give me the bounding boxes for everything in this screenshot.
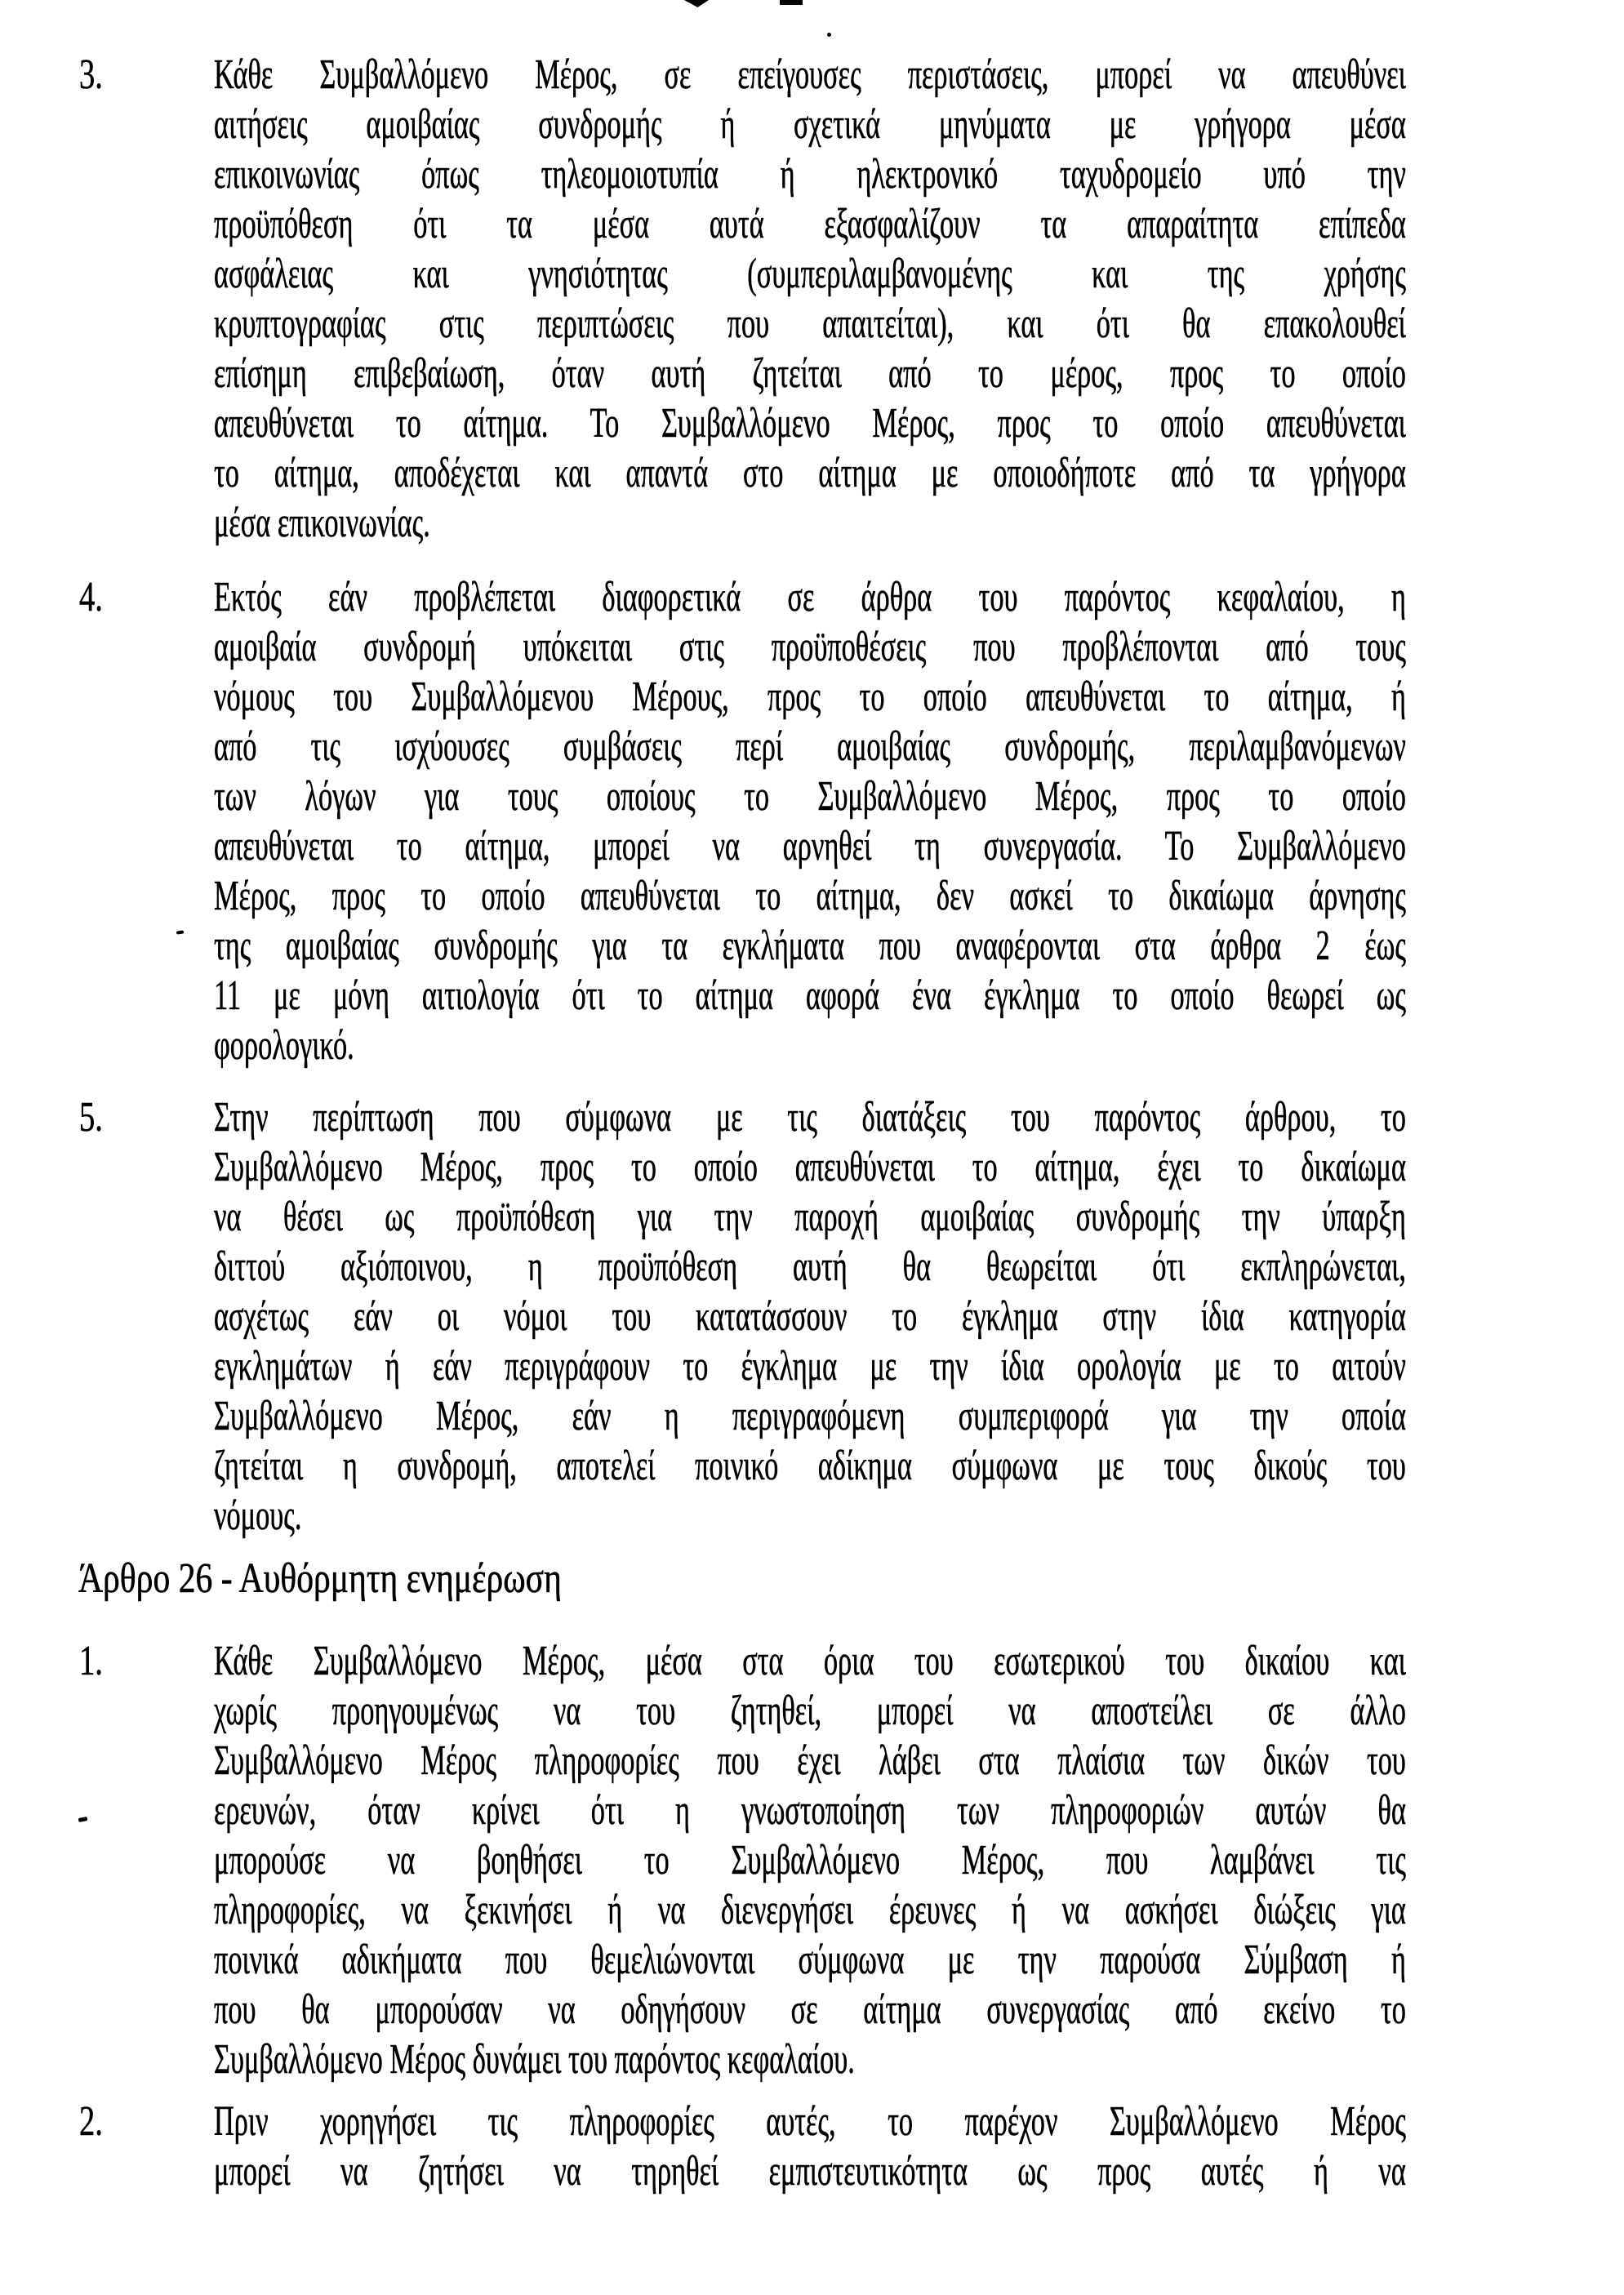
text-line: το αίτημα, αποδέχεται και απαντά στο αίτημα με οποιοδήποτε από τα γρήγορα [214, 450, 1406, 496]
paragraph-number: 5. [79, 1094, 103, 1141]
text-line: της αμοιβαίας συνδρομής για τα εγκλήματα που αναφέρονται στα άρθρα 2 έως [214, 923, 1406, 969]
text-line: μπορεί να ζητήσει να τηρηθεί εμπιστευτικότητα ως προς αυτές ή να [214, 2148, 1406, 2195]
text-line: Συμβαλλόμενο Μέρος, εάν η περιγραφόμενη συμπεριφορά για την οποία [214, 1393, 1406, 1439]
paragraph-text [214, 1092, 1406, 1541]
text-line: εγκλημάτων ή εάν περιγράφουν το έγκλημα με την ίδια ορολογία με το αιτούν [214, 1343, 1406, 1390]
text-line: Συμβαλλόμενο Μέρος, προς το οποίο απευθύνεται το αίτημα, έχει το δικαίωμα [214, 1144, 1406, 1190]
paragraph-number: 2. [79, 2098, 103, 2145]
text-line: των λόγων για τους οποίους το Συμβαλλόμενο Μέρος, προς το οποίο [214, 773, 1406, 820]
text-line: ποινικά αδικήματα που θεμελιώνονται σύμφωνα με την παρούσα Σύμβαση ή [214, 1937, 1406, 1983]
paragraph-text [214, 2097, 1406, 2196]
text-line: αιτήσεις αμοιβαίας συνδρομής ή σχετικά μηνύματα με γρήγορα μέσα [214, 101, 1406, 148]
paragraph-text [214, 572, 1406, 1070]
scan-artifact-margin-speck-1 [176, 930, 184, 934]
paragraph-number: 3. [79, 51, 103, 98]
text-line: Εκτός εάν προβλέπεται διαφορετικά σε άρθρα του παρόντος κεφαλαίου, η [214, 574, 1406, 620]
text-line: από τις ισχύουσες συμβάσεις περί αμοιβαίας συνδρομής, περιλαμβανόμενων [214, 723, 1406, 770]
paragraph-text [214, 1636, 1406, 2084]
text-line: Συμβαλλόμενο Μέρος δυνάμει του παρόντος κεφαλαίου. [214, 2036, 855, 2083]
text-line: να θέσει ως προϋπόθεση για την παροχή αμοιβαίας συνδρομής την ύπαρξη [214, 1194, 1406, 1240]
text-line: χωρίς προηγουμένως να του ζητηθεί, μπορεί να αποστείλει σε άλλο [214, 1688, 1406, 1734]
text-line: ασφάλειας και γνησιότητας (συμπεριλαμβανομένης και της χρήσης [214, 251, 1406, 297]
text-line: μέσα επικοινωνίας. [214, 500, 430, 546]
text-line: ερευνών, όταν κρίνει ότι η γνωστοποίηση των πληροφοριών αυτών θα [214, 1787, 1406, 1834]
text-line: Κάθε Συμβαλλόμενο Μέρος, μέσα στα όρια του εσωτερικού του δικαίου και [214, 1638, 1406, 1684]
text-line: Κάθε Συμβαλλόμενο Μέρος, σε επείγουσες περιστάσεις, μπορεί να απευθύνει [214, 51, 1406, 98]
text-line: διττού αξιόποινου, η προϋπόθεση αυτή θα θεωρείται ότι εκπληρώνεται, [214, 1243, 1406, 1290]
text-line: που θα μπορούσαν να οδηγήσουν σε αίτημα συνεργασίας από εκείνο το [214, 1986, 1406, 2033]
scan-artifact-top-left-fragment [684, 0, 709, 7]
text-line: Πριν χορηγήσει τις πληροφορίες αυτές, το παρέχον Συμβαλλόμενο Μέρος [214, 2098, 1406, 2145]
text-line: ζητείται η συνδρομή, αποτελεί ποινικό αδίκημα σύμφωνα με τους δικούς του [214, 1443, 1406, 1489]
text-line: φορολογικό. [214, 1022, 354, 1069]
scan-artifact-dot [827, 33, 831, 37]
text-line: απευθύνεται το αίτημα, μπορεί να αρνηθεί τη συνεργασία. Το Συμβαλλόμενο [214, 823, 1406, 870]
text-line: 11 με μόνη αιτιολογία ότι το αίτημα αφορά ένα έγκλημα το οποίο θεωρεί ως [214, 972, 1406, 1019]
text-line: ασχέτως εάν οι νόμοι του κατατάσσουν το έγκλημα στην ίδια κατηγορία [214, 1293, 1406, 1340]
paragraph-number: 4. [79, 574, 103, 620]
text-line: Συμβαλλόμενο Μέρος πληροφορίες που έχει λάβει στα πλαίσια των δικών του [214, 1737, 1406, 1784]
text-line: Μέρος, προς το οποίο απευθύνεται το αίτημα, δεν ασκεί το δικαίωμα άρνησης [214, 873, 1406, 919]
text-line: απευθύνεται το αίτημα. Το Συμβαλλόμενο Μέρος, προς το οποίο απευθύνεται [214, 400, 1406, 447]
text-line: πληροφορίες, να ξεκινήσει ή να διενεργήσει έρευνες ή να ασκήσει διώξεις για [214, 1887, 1406, 1933]
scan-artifact-margin-speck-2 [78, 1817, 88, 1822]
text-line: αμοιβαία συνδρομή υπόκειται στις προϋποθέσεις που προβλέπονται από τους [214, 624, 1406, 670]
text-line: Στην περίπτωση που σύμφωνα με τις διατάξεις του παρόντος άρθρου, το [214, 1094, 1406, 1141]
paragraph-text [214, 50, 1406, 548]
text-line: προϋπόθεση ότι τα μέσα αυτά εξασφαλίζουν τα απαραίτητα επίπεδα [214, 201, 1406, 247]
scan-artifact-top-right-fragment [780, 0, 803, 5]
text-line: επίσημη επιβεβαίωση, όταν αυτή ζητείται από το μέρος, προς το οποίο [214, 350, 1406, 397]
text-line: επικοινωνίας όπως τηλεομοιοτυπία ή ηλεκτρονικό ταχυδρομείο υπό την [214, 151, 1406, 198]
paragraph-number: 1. [79, 1638, 103, 1684]
text-line: νόμους του Συμβαλλόμενου Μέρους, προς το οποίο απευθύνεται το αίτημα, ή [214, 674, 1406, 720]
text-line: νόμους. [214, 1492, 302, 1539]
text-line: μπορούσε να βοηθήσει το Συμβαλλόμενο Μέρος, που λαμβάνει τις [214, 1837, 1406, 1884]
article-heading: Άρθρο 26 - Αυθόρμητη ενημέρωση [78, 1555, 562, 1602]
text-line: κρυπτογραφίας στις περιπτώσεις που απαιτείται), και ότι θα επακολουθεί [214, 300, 1406, 347]
